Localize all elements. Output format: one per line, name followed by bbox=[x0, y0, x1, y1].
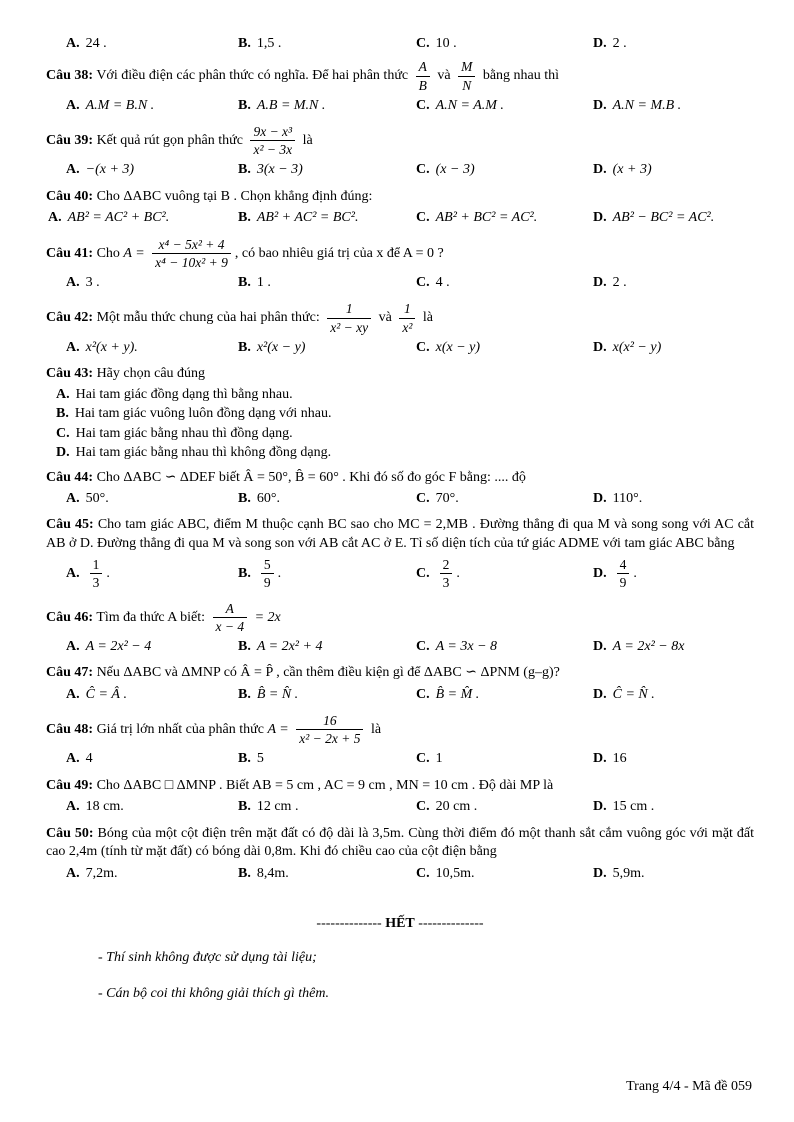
option-label: A. bbox=[66, 686, 80, 702]
fraction-denominator: 3 bbox=[92, 575, 100, 591]
fraction bbox=[440, 557, 453, 590]
fraction bbox=[296, 713, 363, 746]
option-value: 1 . bbox=[256, 275, 271, 290]
question-number: Câu 49: bbox=[46, 777, 94, 793]
question-segment: Kết quả rút gọn phân thức bbox=[96, 132, 243, 148]
fraction-denominator: x − 4 bbox=[215, 618, 245, 634]
option-c bbox=[416, 865, 593, 883]
question-text bbox=[46, 516, 754, 553]
option-b bbox=[238, 686, 416, 704]
option-label: B. bbox=[238, 162, 251, 178]
option-d bbox=[593, 686, 754, 704]
fraction-numerator: 1 bbox=[90, 557, 103, 574]
question-text bbox=[46, 300, 754, 335]
option-label: D. bbox=[593, 210, 607, 226]
option-suffix: . bbox=[277, 566, 282, 582]
option-a bbox=[66, 161, 238, 179]
question-text bbox=[46, 188, 754, 206]
option-label: A. bbox=[66, 275, 80, 290]
fraction bbox=[458, 59, 475, 92]
fraction-denominator: x² bbox=[402, 319, 413, 335]
option-label: C. bbox=[416, 275, 430, 290]
option-label: D. bbox=[593, 339, 607, 355]
fraction-numerator: x⁴ − 5x² + 4 bbox=[152, 237, 231, 254]
option-label: B. bbox=[56, 406, 69, 422]
option-label: C. bbox=[416, 97, 430, 113]
option-label: B. bbox=[238, 275, 251, 290]
option-b bbox=[238, 339, 416, 357]
option-label: B. bbox=[238, 566, 251, 582]
option-suffix: . bbox=[456, 566, 460, 582]
option-value: 24 . bbox=[85, 36, 107, 51]
fraction-denominator: N bbox=[462, 77, 472, 93]
option-label: C. bbox=[416, 799, 430, 815]
option-value: 4 bbox=[85, 751, 93, 767]
fraction bbox=[213, 601, 248, 634]
question-number: Câu 43: bbox=[46, 366, 94, 382]
option-c bbox=[416, 209, 593, 227]
option-value: 15 cm . bbox=[612, 799, 655, 815]
option-value: 3 . bbox=[85, 275, 100, 290]
option-label: A. bbox=[66, 490, 80, 506]
option-value: Hai tam giác bằng nhau thì không đồng dạng. bbox=[75, 445, 332, 461]
option-value: 50°. bbox=[85, 490, 109, 506]
question-segment: Cho tam giác ABC, điểm M thuộc cạnh BC sao cho MC = 2,MB . Đường thẳng đi qua M và song song với AC cắt AB ở D. Đường thẳng đi qua M và song son với AB cắt AC ở E. Tỉ số diện tích của tứ giác ADME với tam giác ABC bằng bbox=[46, 517, 755, 551]
option-value: B̂ = N̂ . bbox=[256, 686, 299, 702]
option-label: D. bbox=[56, 445, 70, 461]
question-segment: Nếu ΔABC và ΔMNP có Â = P̂ , cần thêm điều kiện gì để ΔABC ∽ ΔPNM (g–g)? bbox=[96, 665, 560, 681]
question-43-options bbox=[46, 386, 754, 463]
question-text bbox=[46, 365, 754, 383]
option-b bbox=[238, 35, 416, 53]
question-number: Câu 46: bbox=[46, 609, 94, 625]
question-segment: Cho bbox=[96, 245, 120, 261]
option-a bbox=[66, 97, 238, 115]
end-dashes-left: -------------- bbox=[316, 916, 382, 932]
option-label: B. bbox=[238, 490, 251, 506]
fraction-numerator: 1 bbox=[327, 301, 371, 318]
page-number bbox=[46, 1078, 754, 1096]
option-value: A = 2x² − 8x bbox=[612, 638, 685, 654]
question-number: Câu 38: bbox=[46, 68, 94, 84]
fraction-numerator: 1 bbox=[399, 301, 415, 318]
option-value: 5 bbox=[256, 751, 264, 767]
question-segment: Bóng của một cột điện trên mặt đất có độ dài là 3,5m. Cùng thời điểm đó một thanh sắt cắm vuông góc với mặt đất cao 2,4m (tính từ mặt đất) có bóng dài 0,8m. Khi đó chiều cao của cột điện bằng bbox=[46, 825, 755, 860]
option-c bbox=[416, 35, 593, 53]
fraction bbox=[617, 557, 630, 590]
option-value: 20 cm . bbox=[435, 799, 478, 815]
option-c bbox=[416, 556, 593, 591]
option-value: 10,5m. bbox=[435, 865, 475, 881]
option-label: D. bbox=[593, 490, 607, 506]
question-text bbox=[46, 825, 754, 862]
option-label: A. bbox=[66, 162, 80, 178]
fraction bbox=[90, 557, 103, 590]
option-label: C. bbox=[416, 566, 430, 582]
option-value: (x + 3) bbox=[612, 162, 652, 178]
option-label: D. bbox=[593, 566, 607, 582]
option-value: 8,4m. bbox=[256, 865, 289, 881]
option-value: A.M = B.N . bbox=[85, 97, 155, 113]
question-45 bbox=[46, 514, 754, 594]
option-value: B̂ = M̂ . bbox=[435, 686, 480, 702]
option-a bbox=[48, 209, 238, 227]
option-d bbox=[593, 798, 754, 816]
option-label: C. bbox=[416, 162, 430, 178]
fraction bbox=[327, 301, 371, 334]
fraction-denominator: 9 bbox=[619, 575, 627, 591]
fraction-denominator: B bbox=[418, 77, 427, 93]
fraction-denominator: x² − xy bbox=[330, 319, 369, 335]
option-label: C. bbox=[416, 865, 430, 881]
option-value: A = 3x − 8 bbox=[435, 638, 498, 654]
question-40 bbox=[46, 186, 754, 231]
option-value: 3(x − 3) bbox=[256, 162, 303, 178]
option-label: B. bbox=[238, 97, 251, 113]
option-label: C. bbox=[416, 36, 430, 51]
question-text bbox=[46, 777, 754, 795]
option-c bbox=[56, 425, 754, 443]
option-c bbox=[416, 274, 593, 292]
option-label: C. bbox=[416, 490, 430, 506]
fraction-numerator: 9x − x³ bbox=[250, 124, 295, 141]
option-label: C. bbox=[416, 638, 430, 654]
option-a bbox=[66, 556, 238, 591]
option-a bbox=[66, 686, 238, 704]
exam-note-2: - Cán bộ coi thi không giải thích gì thêm. bbox=[98, 986, 329, 1002]
question-number: Câu 44: bbox=[46, 469, 94, 485]
option-label: B. bbox=[238, 686, 251, 702]
option-value: x(x² − y) bbox=[612, 339, 662, 355]
option-a bbox=[66, 490, 238, 508]
option-label: B. bbox=[238, 865, 251, 881]
question-segment: và bbox=[437, 68, 451, 84]
page-number-label: Trang 4/4 - Mã đề 059 bbox=[626, 1078, 752, 1094]
question-text bbox=[46, 58, 754, 93]
question-segment: Cho ΔABC vuông tại B . Chọn khẳng định đúng: bbox=[96, 188, 373, 204]
option-label: C. bbox=[416, 210, 430, 226]
option-label: D. bbox=[593, 865, 607, 881]
option-d bbox=[593, 865, 754, 883]
end-dashes-right: -------------- bbox=[418, 916, 484, 932]
option-label: D. bbox=[593, 36, 607, 51]
option-value: 110°. bbox=[612, 490, 643, 506]
math-segment: = 2x bbox=[254, 609, 281, 625]
question-49 bbox=[46, 775, 754, 820]
fraction-numerator: 16 bbox=[296, 713, 363, 730]
option-label: D. bbox=[593, 638, 607, 654]
option-b bbox=[238, 274, 416, 292]
option-value: A = 2x² + 4 bbox=[256, 638, 323, 654]
option-label: A. bbox=[66, 36, 80, 51]
option-label: A. bbox=[66, 566, 80, 582]
question-47 bbox=[46, 662, 754, 707]
option-c bbox=[416, 638, 593, 656]
option-label: D. bbox=[593, 799, 607, 815]
option-label: D. bbox=[593, 97, 607, 113]
question-text bbox=[46, 600, 754, 635]
question-text bbox=[46, 123, 754, 158]
question-48-options bbox=[46, 750, 754, 768]
option-label: B. bbox=[238, 638, 251, 654]
option-value: AB² − BC² = AC². bbox=[612, 210, 715, 226]
option-suffix: . bbox=[106, 566, 110, 582]
question-number: Câu 40: bbox=[46, 188, 94, 204]
option-label: A. bbox=[66, 799, 80, 815]
option-d bbox=[56, 444, 754, 462]
question-segment: là bbox=[302, 132, 313, 148]
fraction-numerator: 5 bbox=[261, 557, 274, 574]
question-segment: Cho ΔABC □ ΔMNP . Biết AB = 5 cm , AC = 9 cm , MN = 10 cm . Độ dài MP là bbox=[96, 777, 554, 793]
option-label: A. bbox=[48, 210, 62, 226]
option-c bbox=[416, 339, 593, 357]
option-value: AB² = AC² + BC². bbox=[67, 210, 170, 226]
option-a bbox=[66, 798, 238, 816]
question-45-options bbox=[46, 556, 754, 591]
option-suffix: . bbox=[633, 566, 637, 582]
question-segment: Hãy chọn câu đúng bbox=[96, 366, 206, 382]
option-value: 12 cm . bbox=[256, 799, 299, 815]
fraction bbox=[152, 237, 231, 270]
option-value: (x − 3) bbox=[435, 162, 475, 178]
question-44-options bbox=[46, 490, 754, 508]
option-c bbox=[416, 750, 593, 768]
question-39 bbox=[46, 121, 754, 183]
option-a bbox=[66, 865, 238, 883]
question-38 bbox=[46, 56, 754, 118]
question-number: Câu 50: bbox=[46, 825, 94, 841]
option-d bbox=[593, 490, 754, 508]
question-text bbox=[46, 712, 754, 747]
fraction bbox=[399, 301, 415, 334]
question-48 bbox=[46, 710, 754, 772]
question-41-options bbox=[46, 274, 754, 292]
question-segment: là bbox=[422, 310, 434, 326]
question-39-options bbox=[46, 161, 754, 179]
option-value: A.N = A.M . bbox=[435, 97, 504, 113]
fraction-numerator: M bbox=[458, 59, 475, 76]
option-value: AB² + AC² = BC². bbox=[256, 210, 359, 226]
math-segment: A = bbox=[267, 722, 289, 738]
question-segment: bằng nhau thì bbox=[482, 68, 560, 84]
option-value: x(x − y) bbox=[435, 339, 481, 355]
option-label: D. bbox=[593, 275, 607, 290]
option-label: A. bbox=[66, 638, 80, 654]
option-d bbox=[593, 209, 754, 227]
option-label: A. bbox=[66, 97, 80, 113]
option-label: C. bbox=[416, 751, 430, 767]
question-47-options bbox=[46, 686, 754, 704]
question-segment: , có bao nhiêu giá trị của x để A = 0 ? bbox=[234, 245, 444, 261]
option-label: B. bbox=[238, 751, 251, 767]
question-segment: Tìm đa thức A biết: bbox=[96, 609, 205, 625]
option-value: 4 . bbox=[435, 275, 450, 290]
option-c bbox=[416, 686, 593, 704]
option-label: D. bbox=[593, 162, 607, 178]
option-a bbox=[66, 638, 238, 656]
question-44 bbox=[46, 467, 754, 512]
option-label: B. bbox=[238, 36, 251, 51]
option-value: −(x + 3) bbox=[85, 162, 135, 178]
fraction-denominator: x⁴ − 10x² + 9 bbox=[155, 254, 228, 270]
question-text bbox=[46, 664, 754, 682]
option-value: 18 cm. bbox=[85, 799, 124, 815]
option-value: Hai tam giác vuông luôn đồng dạng với nhau. bbox=[74, 406, 332, 422]
fraction-denominator: 9 bbox=[263, 575, 271, 591]
fraction bbox=[250, 124, 295, 157]
option-value: x²(x − y) bbox=[256, 339, 306, 355]
question-38-options bbox=[46, 97, 754, 115]
option-label: D. bbox=[593, 751, 607, 767]
question-40-options bbox=[46, 209, 754, 227]
option-value: 60°. bbox=[256, 490, 280, 506]
option-value: Ĉ = Â . bbox=[85, 686, 127, 702]
option-label: B. bbox=[238, 339, 251, 355]
exam-note-1: - Thí sinh không được sử dụng tài liệu; bbox=[98, 949, 317, 965]
option-value: 1 bbox=[435, 751, 443, 767]
question-segment: Cho ΔABC ∽ ΔDEF biết Â = 50°, B̂ = 60° . Khi đó số đo góc F bằng: .... độ bbox=[96, 469, 526, 485]
option-value: x²(x + y). bbox=[85, 339, 138, 355]
option-value: 1,5 . bbox=[256, 36, 282, 51]
question-number: Câu 45: bbox=[46, 517, 94, 533]
option-a bbox=[66, 35, 238, 53]
option-b bbox=[238, 798, 416, 816]
question-segment: Với điều điện các phân thức có nghĩa. Để hai phân thức bbox=[96, 68, 409, 84]
question-49-options bbox=[46, 798, 754, 816]
option-b bbox=[238, 556, 416, 591]
option-d bbox=[593, 750, 754, 768]
question-46 bbox=[46, 598, 754, 660]
option-value: Hai tam giác bằng nhau thì đồng dạng. bbox=[75, 425, 293, 441]
question-50 bbox=[46, 823, 754, 886]
option-label: A. bbox=[56, 386, 70, 402]
option-label: A. bbox=[66, 865, 80, 881]
question-37-options bbox=[46, 35, 754, 53]
option-d bbox=[593, 339, 754, 357]
option-value: 7,2m. bbox=[85, 865, 118, 881]
option-label: C. bbox=[416, 686, 430, 702]
option-b bbox=[238, 209, 416, 227]
option-d bbox=[593, 161, 754, 179]
question-text bbox=[46, 469, 754, 487]
question-text bbox=[46, 236, 754, 271]
option-value: A = 2x² − 4 bbox=[85, 638, 152, 654]
question-number: Câu 47: bbox=[46, 665, 94, 681]
fraction-denominator: x² − 2x + 5 bbox=[299, 731, 361, 747]
fraction-denominator: 3 bbox=[442, 575, 450, 591]
math-segment: A = bbox=[123, 245, 145, 261]
option-c bbox=[416, 490, 593, 508]
option-value: A.B = M.N . bbox=[256, 97, 326, 113]
question-number: Câu 41: bbox=[46, 245, 94, 261]
question-segment: là bbox=[370, 722, 382, 738]
option-b bbox=[238, 750, 416, 768]
question-segment: Một mẫu thức chung của hai phân thức: bbox=[96, 310, 320, 326]
option-label: C. bbox=[56, 425, 70, 441]
option-label: B. bbox=[238, 799, 251, 815]
option-b bbox=[238, 97, 416, 115]
option-value: 2 . bbox=[612, 275, 627, 290]
option-label: A. bbox=[66, 751, 80, 767]
question-42 bbox=[46, 298, 754, 360]
fraction-numerator: 2 bbox=[440, 557, 453, 574]
option-value: 70°. bbox=[435, 490, 459, 506]
option-d bbox=[593, 35, 754, 53]
question-number: Câu 39: bbox=[46, 132, 94, 148]
question-segment: Giá trị lớn nhất của phân thức bbox=[96, 722, 264, 738]
option-value: AB² + BC² = AC². bbox=[435, 210, 538, 226]
option-c bbox=[416, 798, 593, 816]
option-d bbox=[593, 638, 754, 656]
option-value: 16 bbox=[612, 751, 627, 767]
fraction-denominator: x² − 3x bbox=[253, 142, 293, 158]
option-d bbox=[593, 97, 754, 115]
fraction-numerator: A bbox=[416, 59, 430, 76]
option-b bbox=[56, 405, 754, 423]
option-label: D. bbox=[593, 686, 607, 702]
question-41 bbox=[46, 234, 754, 296]
option-value: A.N = M.B . bbox=[612, 97, 682, 113]
option-value: Hai tam giác đồng dạng thì bằng nhau. bbox=[75, 386, 293, 402]
fraction-numerator: 4 bbox=[617, 557, 630, 574]
option-a bbox=[66, 274, 238, 292]
question-43 bbox=[46, 363, 754, 463]
option-label: A. bbox=[66, 339, 80, 355]
option-value: 5,9m. bbox=[612, 865, 645, 881]
option-value: Ĉ = N̂ . bbox=[612, 686, 655, 702]
end-marker bbox=[46, 915, 754, 933]
fraction bbox=[416, 59, 430, 92]
option-a bbox=[56, 386, 754, 404]
option-c bbox=[416, 97, 593, 115]
option-a bbox=[66, 750, 238, 768]
option-b bbox=[238, 161, 416, 179]
question-42-options bbox=[46, 339, 754, 357]
option-b bbox=[238, 865, 416, 883]
fraction bbox=[261, 557, 274, 590]
end-label: HẾT bbox=[385, 916, 415, 932]
question-segment: và bbox=[378, 310, 392, 326]
option-a bbox=[66, 339, 238, 357]
option-label: B. bbox=[238, 210, 251, 226]
question-46-options bbox=[46, 638, 754, 656]
option-value: 10 . bbox=[435, 36, 457, 51]
option-label: C. bbox=[416, 339, 430, 355]
question-number: Câu 48: bbox=[46, 722, 94, 738]
option-b bbox=[238, 490, 416, 508]
question-50-options bbox=[46, 865, 754, 883]
option-d bbox=[593, 274, 754, 292]
option-c bbox=[416, 161, 593, 179]
option-b bbox=[238, 638, 416, 656]
question-number: Câu 42: bbox=[46, 310, 94, 326]
fraction-numerator: A bbox=[213, 601, 248, 618]
option-d bbox=[593, 556, 754, 591]
option-value: 2 . bbox=[612, 36, 627, 51]
